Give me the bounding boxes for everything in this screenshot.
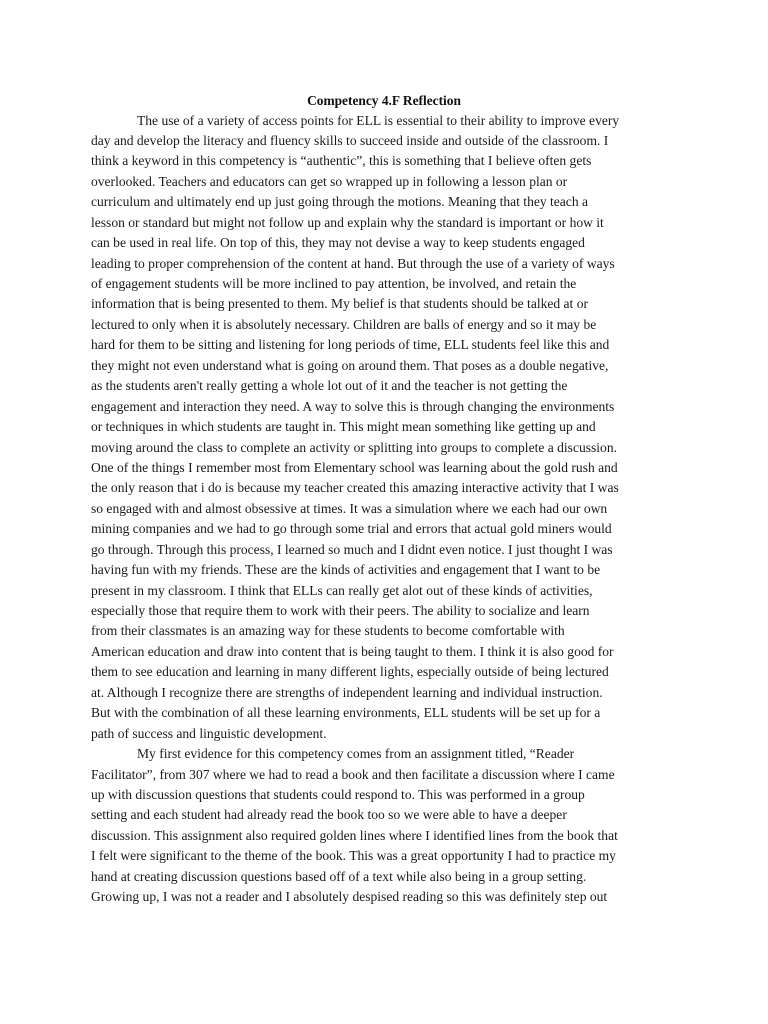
document-title: Competency 4.F Reflection xyxy=(307,93,461,108)
paragraph-line: engagement and interaction they need. A way to solve this is through changing the environments xyxy=(91,398,615,414)
paragraph-line: having fun with my friends. These are the kinds of activities and engagement that I want to be xyxy=(91,562,601,578)
paragraph-line: especially those that require them to work with their peers. The ability to socialize and learn xyxy=(91,603,590,618)
paragraph-line: present in my classroom. I think that ELLs can really get alot out of these kinds of activities, xyxy=(91,582,593,598)
paragraph-line: American education and draw into content that is being taught to them. I think it is also good for xyxy=(91,643,614,659)
paragraph-line: mining companies and we had to go through some trial and errors that actual gold miners would xyxy=(91,521,612,537)
paragraph-line: I felt were significant to the theme of the book. This was a great opportunity I had to practice my xyxy=(91,848,616,864)
paragraph-line: of engagement students will be more inclined to pay attention, be involved, and retain the xyxy=(91,276,577,291)
paragraph-line: overlooked. Teachers and educators can get so wrapped up in following a lesson plan or xyxy=(91,173,568,189)
paragraph-line: discussion. This assignment also required golden lines where I identified lines from the book that xyxy=(91,827,618,843)
paragraph-line: think a keyword in this competency is “authentic”, this is something that I believe often gets xyxy=(91,153,592,169)
document-body xyxy=(91,111,691,908)
paragraph-line: or techniques in which students are taught in. This might mean something like getting up and xyxy=(91,419,596,435)
paragraph-line: moving around the class to complete an activity or splitting into groups to complete a discussion. xyxy=(91,439,617,455)
paragraph-line: at. Although I recognize there are strengths of independent learning and individual instruction. xyxy=(91,684,603,700)
paragraph-line: day and develop the literacy and fluency skills to succeed inside and outside of the classroom. I xyxy=(91,132,609,148)
paragraph-line: up with discussion questions that students could respond to. This was performed in a group xyxy=(91,786,585,802)
paragraph-line: hand at creating discussion questions based off of a text while also being in a group setting. xyxy=(91,868,587,884)
paragraph-line: go through. Through this process, I learned so much and I didnt even notice. I just thought I was xyxy=(91,541,613,557)
paragraph-line: hard for them to be sitting and listening for long periods of time, ELL students feel like this and xyxy=(91,337,610,353)
paragraph-line: from their classmates is an amazing way for these students to become comfortable with xyxy=(91,623,565,639)
paragraph-line: But with the combination of all these learning environments, ELL students will be set up for a xyxy=(91,705,601,721)
paragraph-line: can be used in real life. On top of this, they may not devise a way to keep students engaged xyxy=(91,235,585,251)
paragraph-line: setting and each student had already read the book too so we were able to have a deeper xyxy=(91,807,567,823)
paragraph-line: leading to proper comprehension of the content at hand. But through the use of a variety of ways xyxy=(91,255,615,271)
paragraph-line: lesson or standard but might not follow up and explain why the standard is important or how it xyxy=(91,214,604,230)
paragraph-line: One of the things I remember most from Elementary school was learning about the gold rush and xyxy=(91,459,618,475)
paragraph-line: Facilitator”, from 307 where we had to read a book and then facilitate a discussion where I came xyxy=(91,766,615,782)
paragraph-first-line: My first evidence for this competency comes from an assignment titled, “Reader xyxy=(137,746,575,762)
paragraph-line: the only reason that i do is because my teacher created this amazing interactive activity that I was xyxy=(91,480,619,496)
paragraph-line: they might not even understand what is going on around them. That poses as a double negative, xyxy=(91,357,609,373)
paragraph-line: so engaged with and almost obsessive at times. It was a simulation where we each had our own xyxy=(91,500,608,516)
paragraph-line: them to see education and learning in many different lights, especially outside of being lectured xyxy=(91,664,609,680)
paragraph-line: path of success and linguistic development. xyxy=(91,725,327,741)
paragraph-line: information that is being presented to them. My belief is that students should be talked at or xyxy=(91,296,588,312)
paragraph-line: as the students aren't really getting a whole lot out of it and the teacher is not getting the xyxy=(91,378,568,394)
paragraph-line: lectured to only when it is absolutely necessary. Children are balls of energy and so it may be xyxy=(91,316,597,332)
paragraph-line: Growing up, I was not a reader and I absolutely despised reading so this was definitely step out xyxy=(91,889,608,905)
paragraph-first-line: The use of a variety of access points for ELL is essential to their ability to improve every xyxy=(137,112,620,128)
paragraph-line: curriculum and ultimately end up just going through the motions. Meaning that they teach a xyxy=(91,194,588,210)
